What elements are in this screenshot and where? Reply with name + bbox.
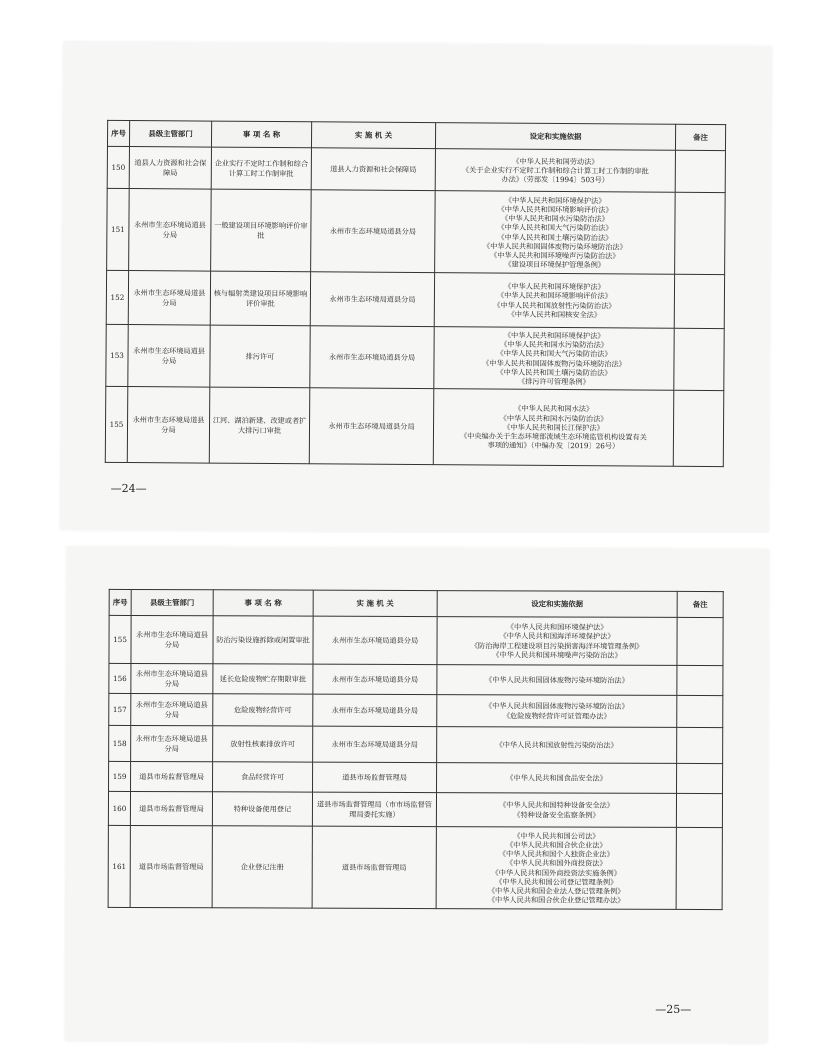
table-row — [106, 270, 724, 328]
basis-line: 《中华人民共和国食品安全法》 — [506, 773, 607, 783]
row-org: 道县市场监督管理局 — [313, 762, 437, 792]
header-org: 实 施 机 关 — [313, 590, 437, 616]
basis-line: 《中华人民共和国核安全法》 — [507, 309, 602, 320]
basis-line: 《防治海岸工程建设项目污染损害海洋环境管理条例》 — [470, 640, 644, 651]
row-basis — [436, 827, 676, 910]
row-note — [677, 617, 723, 665]
row-org: 永州市生态环境局道县分局 — [311, 190, 436, 273]
table-row — [105, 386, 724, 466]
basis-line: 《关于企业实行不定时工作制和综合计算工时工作制的审批 — [461, 165, 649, 176]
row-basis — [437, 617, 677, 666]
header-note: 备注 — [675, 124, 725, 150]
row-seq: 155 — [109, 615, 131, 663]
row-dept: 永州市生态环境局道县分局 — [128, 270, 210, 325]
row-basis — [433, 389, 674, 467]
row-dept: 永州市生态环境局道县分局 — [131, 694, 213, 726]
basis-line: 《特种设备安全监察条例》 — [513, 809, 600, 820]
header-dept: 县级主管部门 — [129, 120, 211, 147]
row-basis — [437, 763, 677, 794]
row-org: 道县市场监督管理局（市市场监督管理局委托实施） — [312, 792, 436, 826]
basis-line: 《中华人民共和国海洋环境保护法》 — [499, 631, 615, 641]
table-row — [109, 615, 723, 665]
row-item: 危险废物经营许可 — [213, 694, 313, 726]
row-org: 道县人力资源和社会保障局 — [311, 148, 435, 191]
basis-line: 《中华人民共和国环境保护法》 — [506, 622, 608, 632]
table-row — [109, 693, 723, 727]
row-seq: 153 — [106, 324, 128, 386]
basis-line: 《中华人民共和国土壤污染防治法》 — [497, 232, 613, 242]
row-note — [676, 793, 722, 827]
table-row — [108, 825, 722, 909]
basis-line: 《中华人民共和国环境保护法》 — [504, 281, 605, 292]
header-basis: 设定和实施依据 — [435, 123, 675, 151]
row-note — [674, 274, 724, 328]
row-basis — [435, 191, 676, 275]
row-basis — [437, 665, 677, 696]
row-org: 永州市生态环境局道县分局 — [310, 272, 434, 327]
row-basis — [436, 793, 676, 828]
basis-line: 《中华人民共和国企业法人登记管理条例》 — [487, 886, 625, 896]
header-item: 事 项 名 称 — [213, 590, 313, 616]
basis-line: 《中华人民共和国环境噪声污染防治法》 — [489, 250, 620, 261]
header-org: 实 施 机 关 — [311, 122, 435, 149]
row-org: 道县市场监督管理局 — [312, 826, 436, 908]
basis-line: 《中华人民共和国合伙企业登记管理办法》 — [487, 895, 625, 905]
row-seq: 161 — [108, 825, 130, 907]
header-basis: 设定和实施依据 — [437, 591, 677, 618]
row-note — [677, 763, 723, 793]
row-seq: 155 — [105, 386, 128, 462]
row-item: 一般建设项目环境影响评价审批 — [211, 189, 312, 272]
row-basis — [437, 727, 677, 764]
table-row — [107, 146, 725, 192]
basis-line: 《中华人民共和国固体废物污染环境防治法》 — [484, 701, 629, 712]
row-seq: 151 — [107, 188, 130, 270]
row-note — [677, 665, 723, 695]
basis-line: 《中华人民共和国特种设备安全法》 — [498, 800, 614, 810]
basis-line: 事项的通知》（中编办发〔2019〕26号） — [487, 440, 620, 451]
basis-line: 《中华人民共和国长江保护法》 — [503, 422, 604, 433]
basis-line: 《中央编办关于生态环境部流域生态环境监管机构设置有关 — [459, 431, 647, 442]
basis-line: 《中华人民共和国固体废物污染环境防治法》 — [482, 357, 626, 368]
basis-line: 《中华人民共和国固体废物污染环境防治法》 — [484, 675, 629, 685]
header-dept: 县级主管部门 — [131, 590, 213, 616]
row-item: 防治污染设施拆除或闲置审批 — [213, 616, 313, 664]
row-item: 延长危险废物贮存期限审批 — [213, 664, 313, 694]
row-seq: 159 — [109, 761, 131, 791]
table-row — [108, 791, 722, 827]
row-item: 企业登记注册 — [212, 826, 312, 908]
basis-line: 《建设项目环境保护管理条例》 — [504, 259, 606, 270]
row-seq: 150 — [107, 146, 129, 188]
basis-line: 《危险废物经营许可证管理办法》 — [502, 710, 611, 721]
row-note — [675, 150, 725, 192]
row-dept: 永州市生态环境局道县分局 — [129, 188, 212, 271]
row-note — [677, 727, 723, 763]
basis-line: 《中华人民共和国大气污染防治法》 — [497, 222, 613, 233]
row-basis — [437, 695, 677, 728]
basis-line: 《中华人民共和国环境影响评价法》 — [496, 290, 612, 301]
row-note — [675, 192, 726, 274]
basis-line: 《中华人民共和国放射性污染防治法》 — [493, 300, 616, 310]
row-item: 食品经营许可 — [213, 762, 313, 792]
table-row — [109, 761, 723, 793]
header-note: 备注 — [677, 591, 723, 617]
basis-line: 《中华人民共和国个人独资企业法》 — [498, 849, 614, 859]
page-gap — [0, 533, 816, 547]
basis-line: 《中华人民共和国水污染防治法》 — [499, 413, 608, 424]
row-item: 放射性核素排放许可 — [213, 726, 313, 762]
header-seq: 序号 — [109, 589, 131, 615]
row-org: 永州市生态环境局道县分局 — [313, 726, 437, 762]
row-basis — [434, 327, 674, 391]
row-basis — [435, 149, 675, 193]
basis-line: 《中华人民共和国水污染防治法》 — [500, 339, 609, 350]
row-seq: 156 — [109, 663, 131, 693]
row-dept: 道县市场监督管理局 — [130, 791, 212, 825]
approval-table-page-24 — [105, 120, 726, 467]
table-row — [106, 324, 724, 390]
row-org: 永州市生态环境局道县分局 — [309, 388, 434, 465]
row-dept: 永州市生态环境局道县分局 — [131, 616, 213, 664]
basis-line: 《中华人民共和国大气污染防治法》 — [496, 348, 612, 359]
row-dept: 道县市场监督管理局 — [130, 825, 212, 907]
header-item: 事 项 名 称 — [211, 121, 311, 148]
row-org: 永州市生态环境局道县分局 — [313, 664, 437, 694]
row-item: 企业实行不定时工作制和综合计算工时工作制审批 — [211, 147, 311, 190]
basis-line: 《排污许可管理条例》 — [517, 376, 590, 387]
basis-line: 《中华人民共和国劳动法》 — [512, 156, 599, 166]
basis-line: 办法》（劳部发〔1994〕503号） — [501, 174, 610, 185]
table-row — [109, 663, 723, 695]
basis-line: 《中华人民共和国土壤污染防治法》 — [496, 367, 612, 378]
basis-line: 《中华人民共和国公司登记管理条例》 — [495, 876, 618, 887]
basis-line: 《中华人民共和国外商投资法实施条例》 — [491, 867, 621, 878]
row-dept: 永州市生态环境局道县分局 — [131, 664, 213, 694]
row-dept: 永州市生态环境局道县分局 — [127, 386, 210, 463]
row-note — [674, 328, 724, 390]
basis-line: 《中华人民共和国环境影响评价法》 — [497, 204, 613, 215]
approval-table-page-25 — [108, 589, 724, 910]
row-basis — [434, 273, 674, 329]
row-item: 江河、湖泊新建、改建或者扩大排污口审批 — [209, 387, 310, 464]
basis-line: 《中华人民共和国公司法》 — [513, 830, 600, 841]
basis-line: 《中华人民共和国环境保护法》 — [504, 195, 606, 205]
row-item: 排污许可 — [210, 325, 310, 388]
basis-line: 《中华人民共和国放射性污染防治法》 — [495, 740, 618, 750]
row-dept: 道县市场监督管理局 — [131, 762, 213, 792]
page-number: —25— — [655, 1002, 692, 1016]
basis-line: 《中华人民共和国水污染防治法》 — [501, 213, 609, 224]
row-seq: 152 — [106, 270, 128, 324]
row-item: 核与辐射类建设项目环境影响评价审批 — [210, 271, 310, 326]
row-org: 永州市生态环境局道县分局 — [310, 326, 434, 389]
document-page-24 — [60, 42, 771, 535]
basis-line: 《中华人民共和国合伙企业法》 — [505, 840, 607, 850]
row-dept: 永州市生态环境局道县分局 — [128, 324, 210, 387]
table-row — [107, 188, 726, 274]
page-number: —24— — [110, 481, 147, 496]
row-seq: 157 — [109, 693, 131, 725]
basis-line: 《中华人民共和国水法》 — [514, 404, 594, 414]
row-note — [673, 390, 724, 466]
document-page-25 — [65, 547, 769, 1043]
row-org: 永州市生态环境局道县分局 — [313, 616, 437, 664]
row-dept: 永州市生态环境局道县分局 — [131, 726, 213, 762]
header-seq: 序号 — [107, 120, 129, 146]
row-seq: 160 — [108, 791, 130, 825]
basis-line: 《中华人民共和国外商投资法》 — [505, 858, 607, 868]
row-item: 特种设备使用登记 — [212, 792, 312, 826]
basis-line: 《中华人民共和国环境噪声污染防治法》 — [492, 649, 622, 660]
table-row — [109, 725, 723, 763]
basis-line: 《中华人民共和国环境保护法》 — [503, 330, 605, 341]
table-header-row — [109, 589, 723, 617]
basis-line: 《中华人民共和国固体废物污染环境防治法》 — [482, 241, 627, 252]
row-seq: 158 — [109, 725, 131, 761]
row-note — [676, 827, 722, 909]
row-dept: 道县人力资源和社会保障局 — [129, 146, 211, 189]
row-org: 永州市生态环境局道县分局 — [313, 694, 437, 726]
row-note — [677, 695, 723, 727]
